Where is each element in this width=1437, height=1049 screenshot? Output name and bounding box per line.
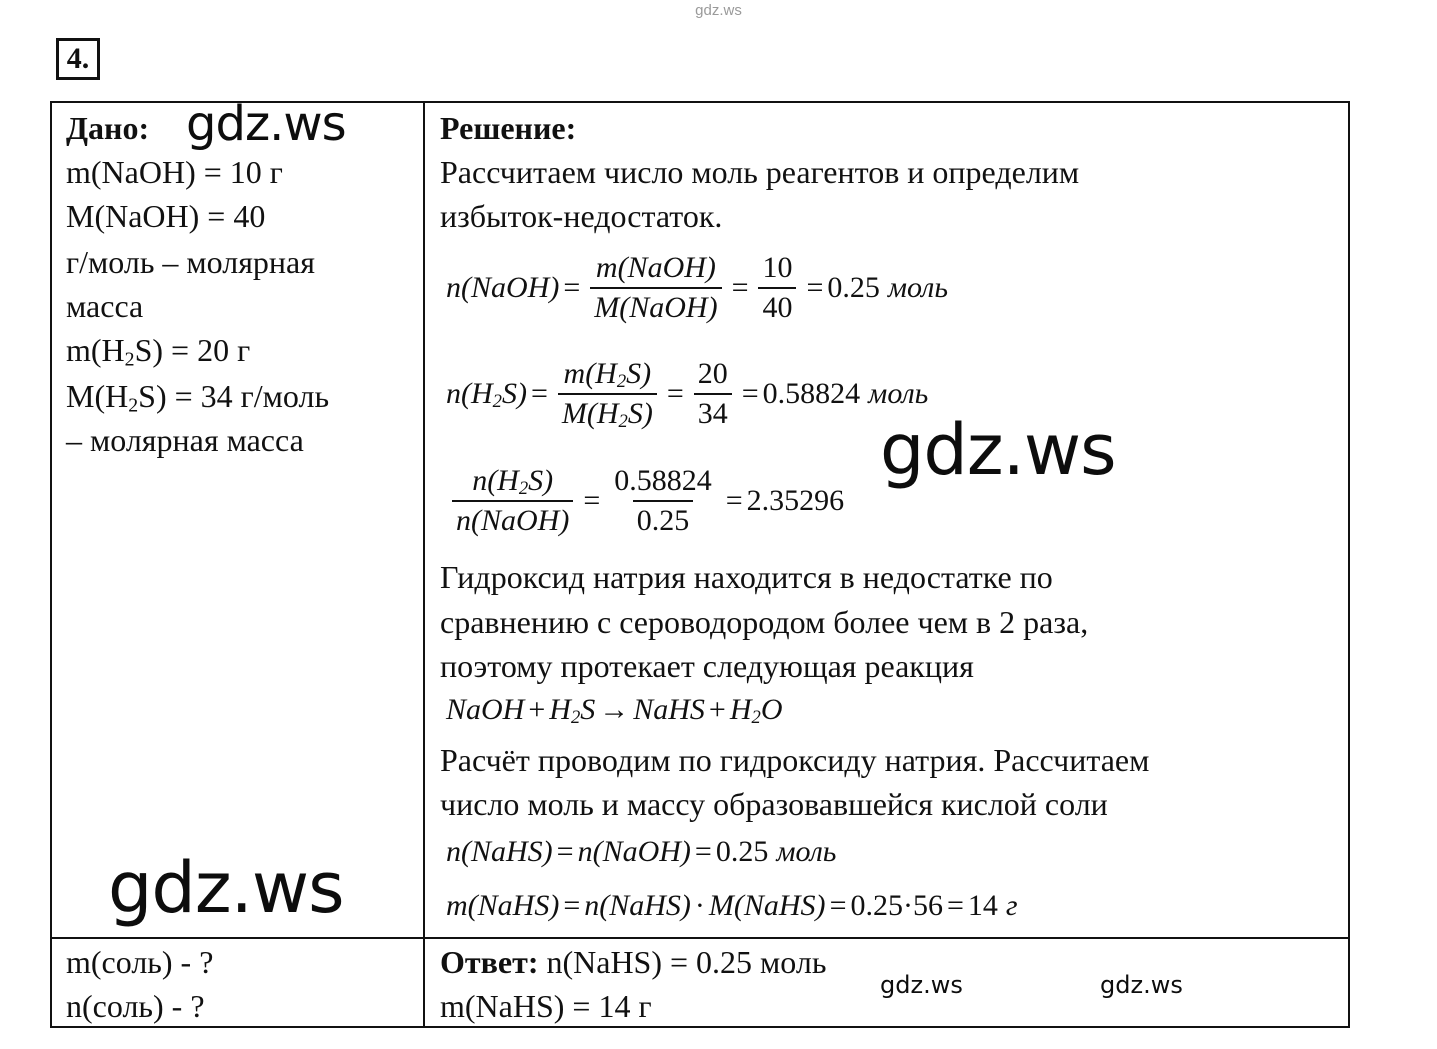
answer-label: Ответ: xyxy=(440,944,539,980)
solution-text-line1: Гидроксид натрия находится в недостатке по xyxy=(440,559,1053,595)
equation-ratio: $\frac{n(H_2S)}{\text{n(NaOH)}}$ = $\frac{0.58824}{0.25}$ = 2.35296 xyxy=(446,455,844,547)
solution-text-line2: сравнению с сероводородом более чем в 2 раза, xyxy=(440,604,1089,640)
given-M-naoh-cont: масса xyxy=(66,288,144,324)
table-column-divider xyxy=(423,101,425,1028)
watermark-bottom-mid: gdz.ws xyxy=(880,971,963,999)
given-heading: Дано: xyxy=(66,110,150,146)
given-M-naoh: M(NaOH) = 40 xyxy=(66,198,266,234)
given-M-h2s: $M(H_2S) = 34$ г/моль xyxy=(66,378,330,417)
find-mass-salt: m(соль) - ? xyxy=(66,944,214,980)
given-M-naoh-unit: г/моль – молярная xyxy=(66,244,315,280)
reaction-equation: NaOH + $H_2S$ → NaHS + $H_2O$ xyxy=(446,693,783,729)
answer-line2: m(NaHS) = 14 г xyxy=(440,988,652,1024)
equation-moles-h2s: $n(H_2S)$ = $\frac{m(H_2S)}{M(H_2S)}$ = $\frac{20}{34}$ = 0.58824 моль xyxy=(446,357,929,433)
equation-mass-nahs: m(NaHS) = n(NaHS) · M(NaHS) = 0.25·56 = 14 г xyxy=(446,889,1018,922)
solution-text-line3: поэтому протекает следующая реакция xyxy=(440,648,974,684)
table-border-left xyxy=(50,101,52,1028)
solution-intro-line1: Рассчитаем число моль реагентов и определим xyxy=(440,154,1080,190)
equation-moles-nahs: n(NaHS) = n(NaOH) = 0.25 моль xyxy=(446,835,837,868)
watermark-center: gdz.ws xyxy=(880,409,1116,491)
answer-line1: Ответ: n(NaHS) = 0.25 моль xyxy=(440,944,827,980)
find-moles-salt: n(соль) - ? xyxy=(66,988,205,1024)
given-M-h2s-cont: – молярная масса xyxy=(66,422,304,458)
watermark-top-left: gdz.ws xyxy=(186,96,346,152)
solution-intro-line2: избыток-недостаток. xyxy=(440,198,723,234)
given-m-h2s: $m(H_2S) = 20$ г xyxy=(66,332,251,371)
table-border-bottom xyxy=(50,1026,1350,1028)
solution-heading: Решение: xyxy=(440,110,577,146)
equation-moles-naoh: n(NaOH) = $\frac{\text{m(NaOH)}}{\text{M(NaOH)}}$ = $\frac{10}{40}$ = 0.25 моль xyxy=(446,251,949,324)
watermark-bottom-left: gdz.ws xyxy=(108,847,344,929)
table-row-divider xyxy=(50,937,1350,939)
solution-text-line5: число моль и массу образовавшейся кислой соли xyxy=(440,786,1108,822)
watermark-bottom-right: gdz.ws xyxy=(1100,971,1183,999)
task-number: 4. xyxy=(56,38,100,80)
top-watermark: gdz.ws xyxy=(695,2,742,19)
given-m-naoh: m(NaOH) = 10 г xyxy=(66,154,283,190)
table-border-right xyxy=(1348,101,1350,1028)
solution-text-line4: Расчёт проводим по гидроксиду натрия. Рассчитаем xyxy=(440,742,1150,778)
